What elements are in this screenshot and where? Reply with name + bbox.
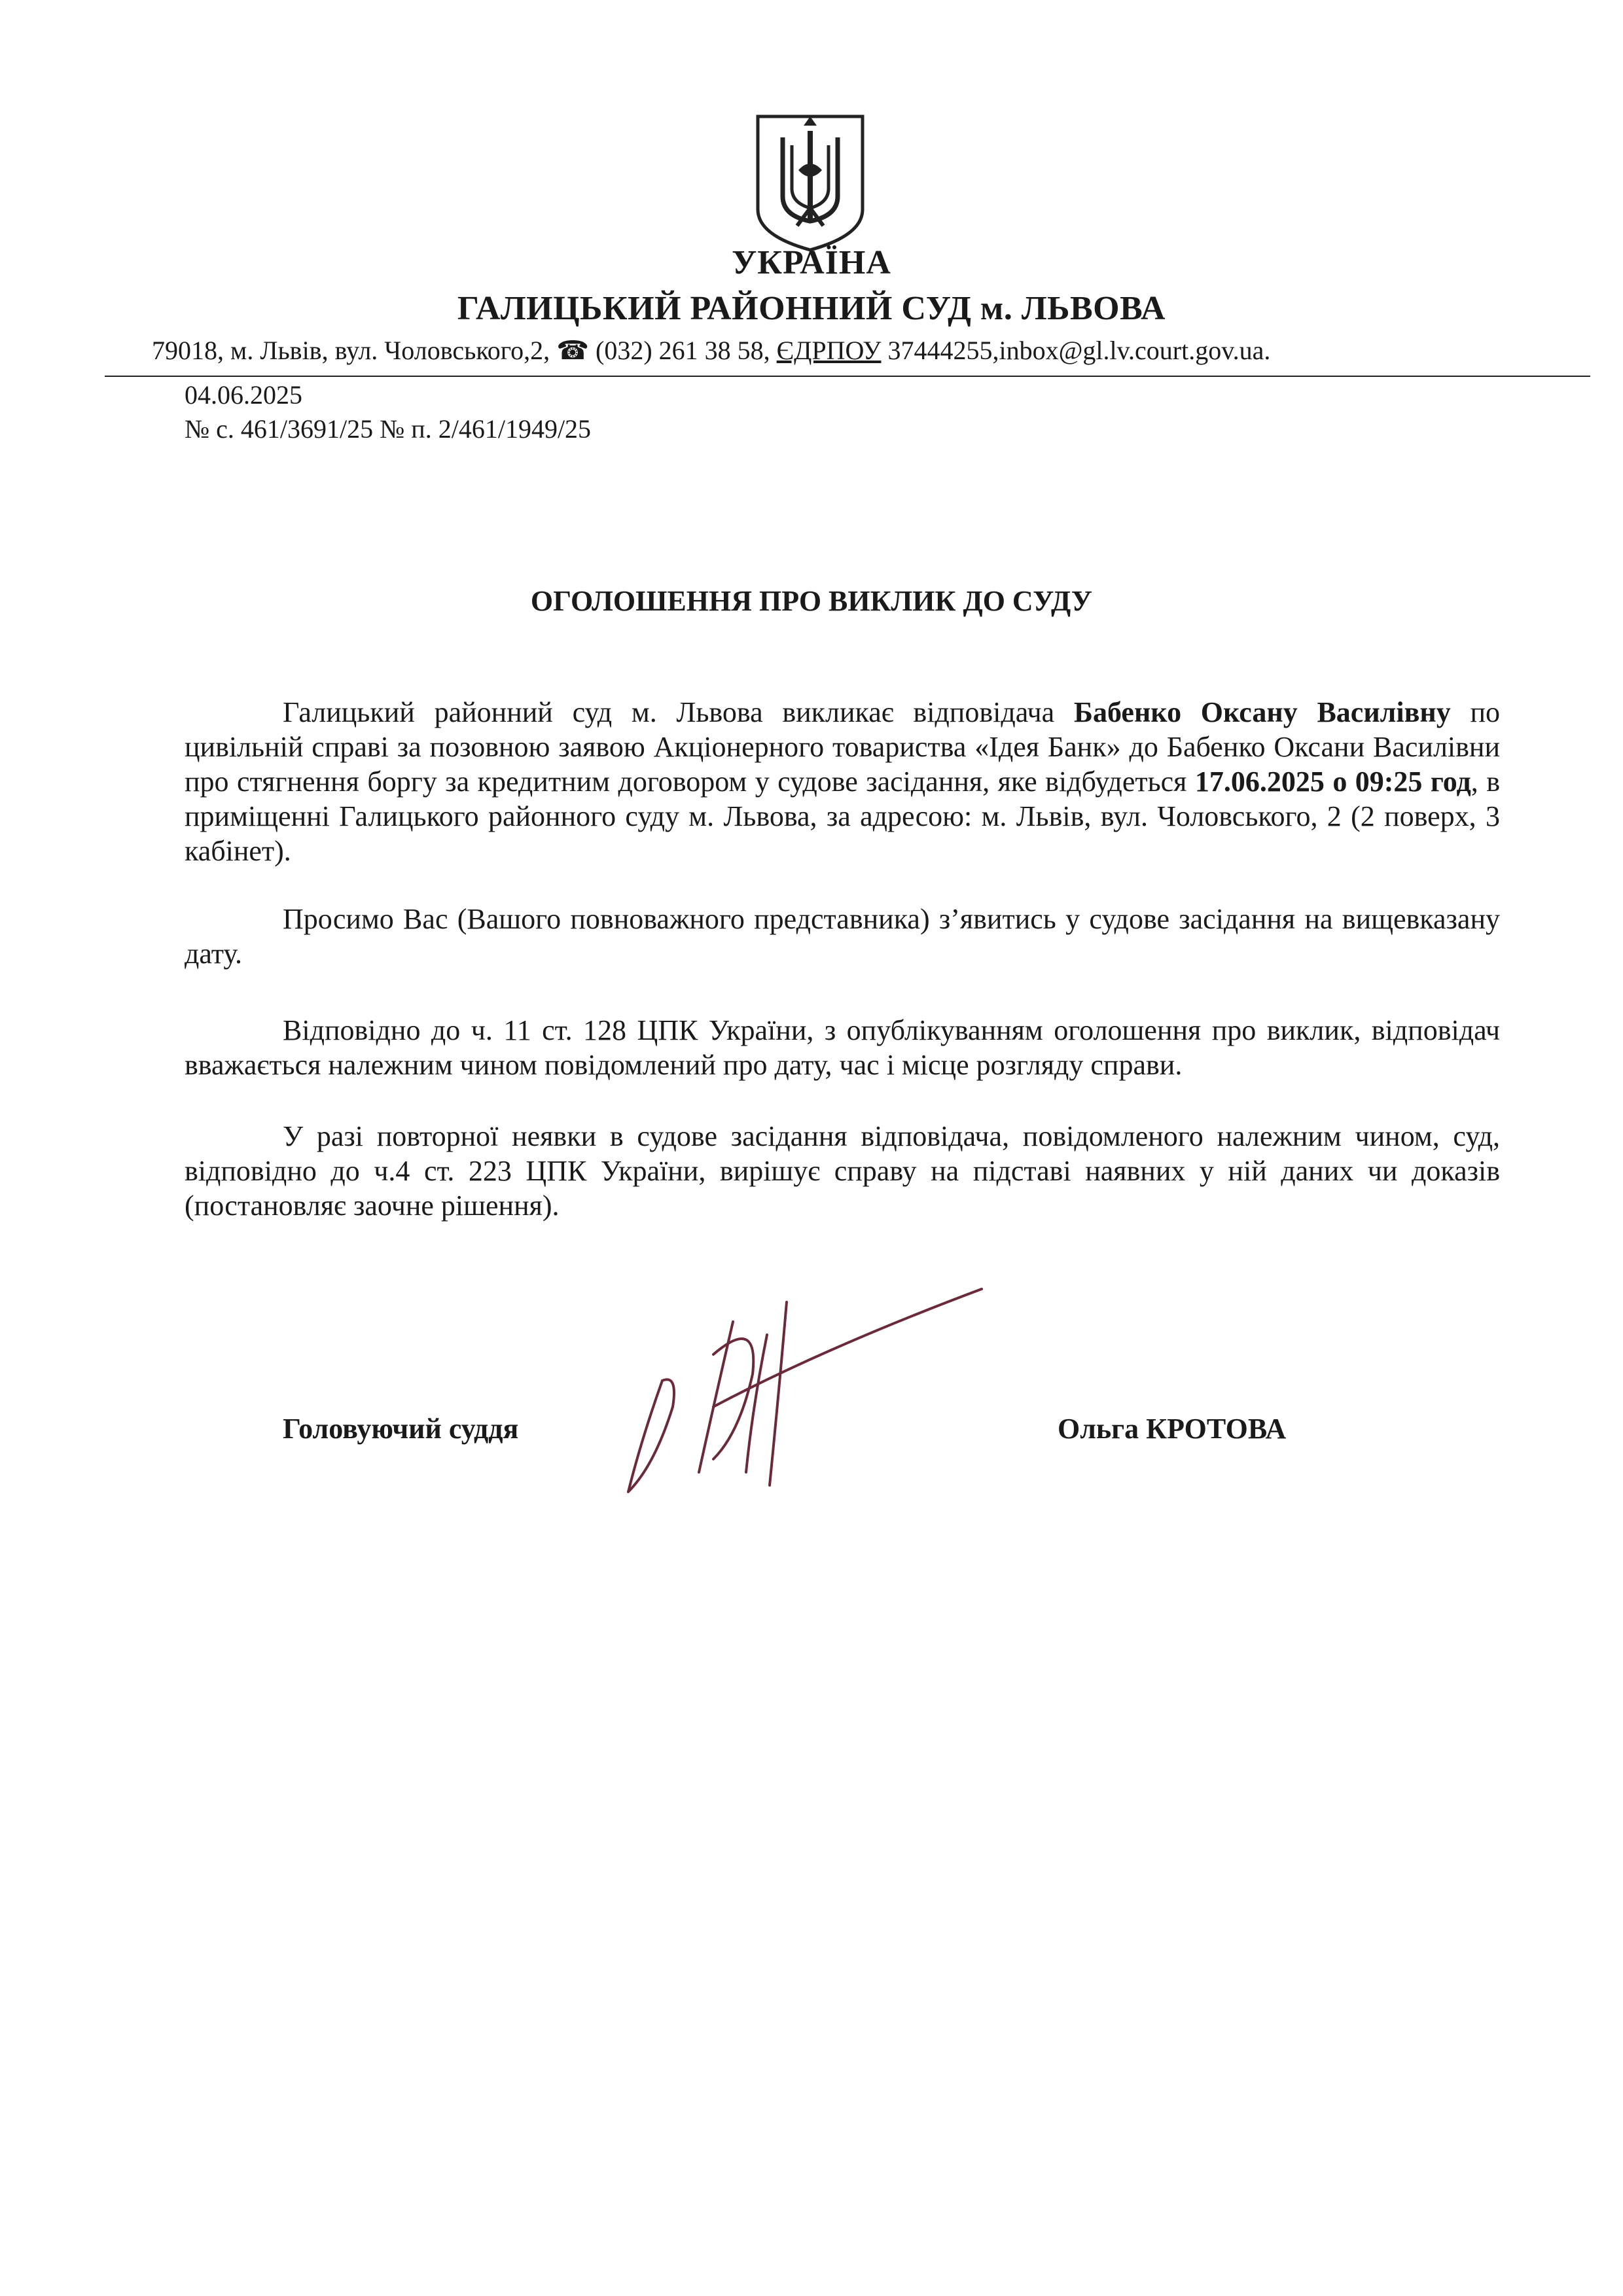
phone-icon: ☎ xyxy=(556,336,590,365)
court-address xyxy=(152,335,1592,366)
case-numbers: № с. 461/3691/25 № п. 2/461/1949/25 xyxy=(185,414,592,444)
document-date: 04.06.2025 xyxy=(185,380,302,410)
p3-text: Відповідно до ч. 11 ст. 128 ЦПК України, з опублікуванням оголошення про виклик, відповідач вважається належним чином повідомлений про дату, час і місце розгляду справи. xyxy=(185,1014,1500,1081)
judge-title: Головуючий суддя xyxy=(283,1413,519,1445)
coat-of-arms-icon xyxy=(751,111,869,254)
country-name: УКРАЇНА xyxy=(732,244,891,281)
judge-name: Ольга КРОТОВА xyxy=(1058,1413,1287,1445)
p1-text-c: , в приміщенні Галицького районного суду м. Львова, за адресою: м. Львів, вул. Чоловського, 2 (2 поверх, 3 кабінет). xyxy=(185,766,1500,867)
paragraph-default-judgment xyxy=(185,1119,1500,1223)
address-part2: 37444255,inbox@gl.lv.court.gov.ua. xyxy=(881,336,1271,365)
edrpou-label: ЄДРПОУ xyxy=(776,336,882,365)
paragraph-request xyxy=(185,902,1500,971)
court-name: ГАЛИЦЬКИЙ РАЙОННИЙ СУД м. ЛЬВОВА xyxy=(457,290,1166,327)
hearing-datetime: 17.06.2025 о 09:25 год xyxy=(1194,766,1471,798)
p2-text: Просимо Вас (Вашого повноважного представника) з’явитись у судове засідання на вищевказану дату. xyxy=(185,903,1500,970)
paragraph-summons xyxy=(185,695,1500,868)
document-title: ОГОЛОШЕННЯ ПРО ВИКЛИК ДО СУДУ xyxy=(530,585,1093,617)
address-part1: 79018, м. Львів, вул. Чоловського,2, xyxy=(152,336,557,365)
address-separator: , xyxy=(763,336,777,365)
paragraph-legal-basis xyxy=(185,1013,1500,1082)
defendant-name: Бабенко Оксану Василівну xyxy=(1073,696,1451,728)
handwritten-signature xyxy=(615,1276,995,1511)
phone-number: (032) 261 38 58 xyxy=(596,336,764,365)
p1-text-a: Галицький районний суд м. Львова викликає відповідача xyxy=(283,696,1074,728)
header-divider xyxy=(105,376,1590,377)
p1-text-b: по цивільній справі за позовною заявою Акціонерного товариства «Ідея Банк» до Бабенко Оксани Василівни про стягнення боргу за кредитним договором у судове засідання, яке відбудеться xyxy=(185,696,1501,798)
p4-text: У разі повторної неявки в судове засідання відповідача, повідомленого належним чином, суд, відповідно до ч.4 ст. 223 ЦПК України, вирішує справу на підставі наявних у ній даних чи доказів (постановляє заочне рішення). xyxy=(185,1120,1500,1222)
